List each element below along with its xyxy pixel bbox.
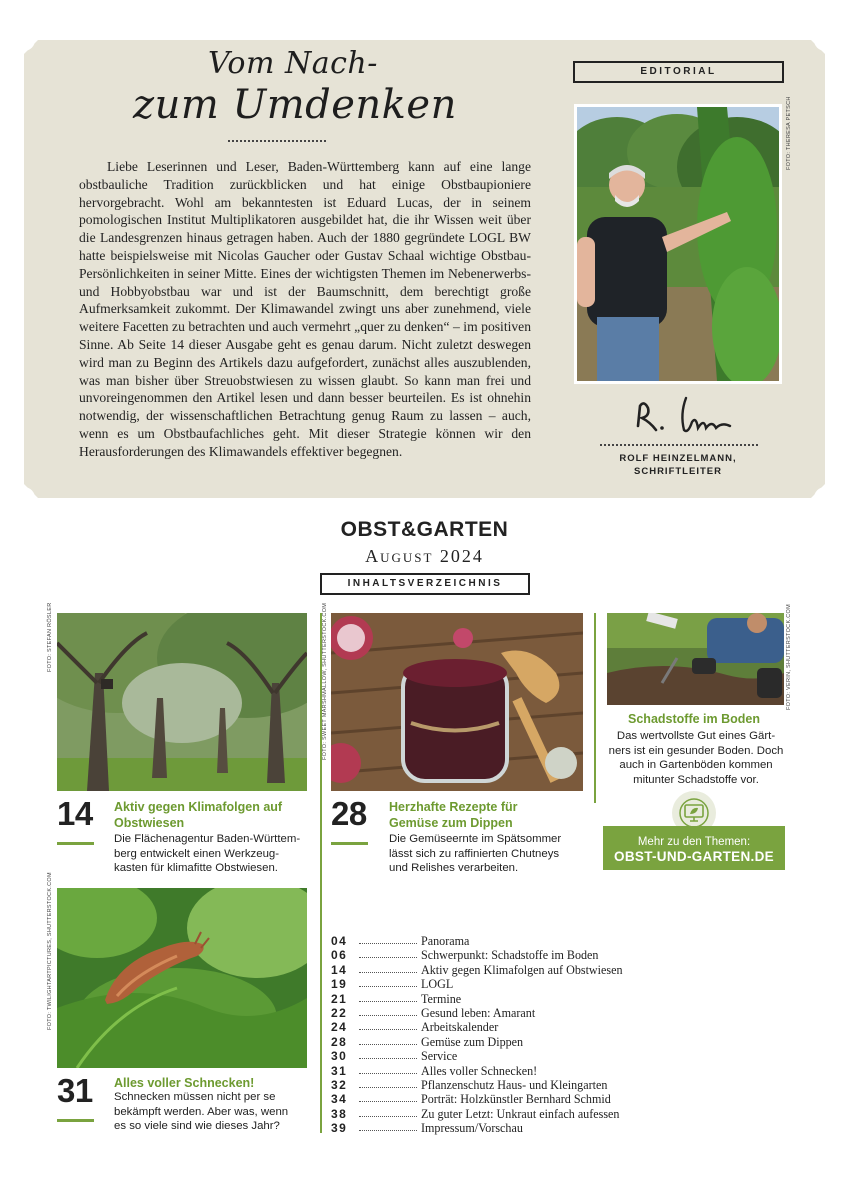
toc-title: Arbeitskalender — [421, 1020, 499, 1035]
desc-line: Das wertvollste Gut eines Gärt- — [616, 730, 776, 742]
feature-28-photo-credit: FOTO: SWEET MARSHMALLOW, SHUTTERSTOCK.COM — [322, 602, 328, 760]
toc-leader — [359, 1122, 417, 1131]
desc-line: lässt sich zu raffinierten Chutneys — [389, 847, 560, 860]
toc-title: Zu guter Letzt: Unkraut einfach aufessen — [421, 1106, 620, 1121]
toc-leader — [359, 949, 417, 958]
feature-28-title-line2: Gemüse zum Dippen — [389, 816, 513, 830]
desc-line: und Relishes verarbeiten. — [389, 862, 519, 874]
feature-28-title-line1: Herzhafte Rezepte für — [389, 800, 518, 814]
desc-line: Schnecken müssen nicht per se — [114, 1091, 276, 1103]
editorial-label: EDITORIAL — [573, 61, 784, 83]
toc-title: Gemüse zum Dippen — [421, 1034, 524, 1049]
feature-14-description — [114, 832, 300, 876]
desc-line: es so viele sind wie dieses Jahr? — [114, 1120, 280, 1132]
toc-leader — [359, 1050, 417, 1059]
toc-leader — [359, 1079, 417, 1088]
author-signature — [630, 392, 740, 436]
toc-label: INHALTSVERZEICHNIS — [320, 573, 530, 595]
toc-row[interactable] — [331, 948, 651, 962]
toc-row[interactable] — [331, 977, 651, 991]
toc-row[interactable] — [331, 1020, 651, 1034]
toc-row[interactable] — [331, 1092, 651, 1106]
corner-notch — [13, 29, 35, 51]
corner-notch — [814, 487, 836, 509]
toc-page: 30 — [331, 1049, 348, 1064]
author-portrait — [574, 104, 782, 384]
author-role: SCHRIFTLEITER — [634, 466, 722, 477]
toc-page: 39 — [331, 1121, 348, 1136]
toc-row[interactable] — [331, 1107, 651, 1121]
toc-leader — [359, 1108, 417, 1117]
website-link-url[interactable]: OBST-UND-GARTEN.DE — [614, 849, 774, 864]
toc-title: Service — [421, 1049, 458, 1064]
desc-line: mitunter Schadstoffe vor. — [633, 773, 759, 786]
corner-notch — [814, 29, 836, 51]
feature-31-number: 31 — [57, 1072, 93, 1109]
feature-14-title[interactable] — [114, 799, 282, 831]
author-name: ROLF HEINZELMANN, — [619, 453, 737, 464]
signature-divider — [600, 444, 758, 446]
desc-line: auch in Gartenböden kommen — [619, 759, 773, 771]
toc-row[interactable] — [331, 1078, 651, 1092]
feature-14-title-line2: Obstwiesen — [114, 816, 185, 830]
toc-page: 38 — [331, 1106, 348, 1121]
feature-31-description — [114, 1090, 288, 1134]
toc-page: 21 — [331, 991, 348, 1006]
soil-photo — [607, 613, 784, 705]
toc-leader — [359, 978, 417, 987]
toc-page: 31 — [331, 1063, 348, 1078]
desc-line: Die Flächenagentur Baden-Württem- — [114, 833, 301, 845]
toc-page: 19 — [331, 977, 348, 992]
toc-row[interactable] — [331, 992, 651, 1006]
feature-14-photo-credit: FOTO: STEFAN RÖSLER — [47, 602, 53, 672]
toc-leader — [359, 1021, 417, 1030]
feature-28-description — [389, 832, 561, 876]
toc-title: Porträt: Holzkünstler Bernhard Schmid — [421, 1092, 611, 1107]
toc-title: Aktiv gegen Klimafolgen auf Obstwiesen — [421, 962, 623, 977]
toc-title: Gesund leben: Amarant — [421, 1005, 536, 1020]
toc-page: 22 — [331, 1005, 348, 1020]
editorial-body: Liebe Leserinnen und Leser, Baden-Württemberg kann auf eine lange obstbauliche Tradition zurückblicken und hat einige Obstbaupioniere hervorgebracht. Wohl am bekanntesten ist Eduard Lucas, der in seinem pomologischen Institut Multiplikatoren ausgebildet hat, die ihr Wissen weit über die Landesgrenzen hinaus getragen haben. Auch der 1880 gegründete LOGL BW hatte beispielsweise mit Nicolas Gaucher oder Gustav Schaal wichtige Obstbau-Persönlichkeiten in seiner Mitte. Eines der wichtigsten Themen im Nebenerwerbs- und Hobbyobstbau war und ist der Baumschnitt, dem berechtigt große Aufmerksamkeit zukommt. Der Klimawandel zwingt uns aber zunehmend, viele weitere Facetten zu betrachten und auch vermehrt „quer zu denken“ – im positiven Sinne. Ab Seite 14 dieser Ausgabe geht es genau darum. Nicht zuletzt deswegen wird man zu Beginn des Artikels dazu aufgefordert, zunächst alles auszublenden, was man bisher über Streuobstwiesen zu wissen glaubt. So kann man frei und unvoreingenommen den Artikel lesen und dann besser beurteilen. Es ist ohnehin notwendig, der wissenschaftlichen Betrachtung genug Raum zu lassen – auch, wenn es um Obstbaufachliches geht. Mit dieser Strategie können wir den Herausforderungen des Klimawandels effektiver begegnen. — [79, 159, 531, 459]
toc-page: 06 — [331, 948, 348, 963]
corner-notch — [13, 487, 35, 509]
toc-list — [331, 934, 651, 1135]
toc-row[interactable] — [331, 1049, 651, 1063]
toc-leader — [359, 993, 417, 1002]
toc-title: Panorama — [421, 934, 470, 948]
toc-title: Schwerpunkt: Schadstoffe im Boden — [421, 948, 599, 963]
toc-title: Impressum/Vorschau — [421, 1121, 523, 1136]
toc-title: LOGL — [421, 977, 454, 992]
toc-page: 04 — [331, 934, 348, 948]
toc-row[interactable] — [331, 1006, 651, 1020]
orchard-photo — [57, 613, 307, 791]
magazine-title: OBST&GARTEN — [340, 518, 509, 541]
desc-line: berg entwickelt einen Werkzeug- — [114, 847, 280, 860]
toc-leader — [359, 964, 417, 973]
author-name-block — [590, 452, 766, 478]
toc-leader — [359, 1065, 417, 1074]
soil-photo-credit: FOTO: VERIN, SHUTTERSTOCK.COM — [786, 604, 792, 710]
feature-28-title[interactable] — [389, 799, 518, 831]
feature-28-bar — [331, 842, 368, 845]
feature-14-number: 14 — [57, 795, 93, 832]
toc-leader — [359, 1093, 417, 1102]
toc-title: Pflanzenschutz Haus- und Kleingarten — [421, 1077, 608, 1092]
toc-row[interactable] — [331, 1121, 651, 1135]
soil-feature-title[interactable]: Schadstoffe im Boden — [628, 712, 760, 726]
toc-page: 24 — [331, 1020, 348, 1035]
feature-14-bar — [57, 842, 94, 845]
desc-line: kasten für klimafitte Obstwiesen. — [114, 862, 278, 874]
feature-31-photo-credit: FOTO: TWILIGHTARTPICTURES, SHUTTERSTOCK.COM — [47, 872, 53, 1030]
toc-page: 34 — [331, 1092, 348, 1107]
toc-page: 28 — [331, 1034, 348, 1049]
slug-photo — [57, 888, 307, 1068]
feature-31-bar — [57, 1119, 94, 1122]
desc-line: bekämpft werden. Aber was, wenn — [114, 1105, 289, 1118]
toc-row[interactable] — [331, 1064, 651, 1078]
website-link-label: Mehr zu den Themen: — [637, 836, 751, 848]
editorial-headline-line1: Vom Nach- — [208, 46, 378, 81]
toc-row[interactable] — [331, 963, 651, 977]
soil-feature-description — [606, 729, 786, 787]
toc-leader — [359, 1036, 417, 1045]
feature-28-number: 28 — [331, 795, 367, 832]
website-link-box[interactable] — [603, 826, 785, 870]
toc-leader — [359, 935, 417, 944]
toc-title: Alles voller Schnecken! — [421, 1063, 538, 1078]
column-divider — [594, 613, 596, 803]
headline-divider — [228, 140, 326, 142]
desc-line: Die Gemüseernte im Spätsommer — [389, 833, 562, 845]
feature-31-title[interactable] — [114, 1075, 254, 1091]
toc-title: Termine — [421, 991, 462, 1006]
toc-page: 32 — [331, 1077, 348, 1092]
chutney-jar-photo — [331, 613, 583, 791]
toc-leader — [359, 1007, 417, 1016]
feature-31-title-line1: Alles voller Schnecken! — [114, 1076, 255, 1090]
feature-14-title-line1: Aktiv gegen Klimafolgen auf — [114, 800, 283, 814]
editorial-headline-line2: zum Umdenken — [133, 82, 457, 128]
portrait-photo-credit: FOTO: THERESA PETSCH — [786, 96, 792, 170]
toc-row[interactable] — [331, 1035, 651, 1049]
desc-line: ners ist ein gesunder Boden. Doch — [608, 744, 784, 757]
issue-date: August 2024 — [365, 546, 484, 566]
toc-page: 14 — [331, 962, 348, 977]
toc-row[interactable] — [331, 934, 651, 948]
